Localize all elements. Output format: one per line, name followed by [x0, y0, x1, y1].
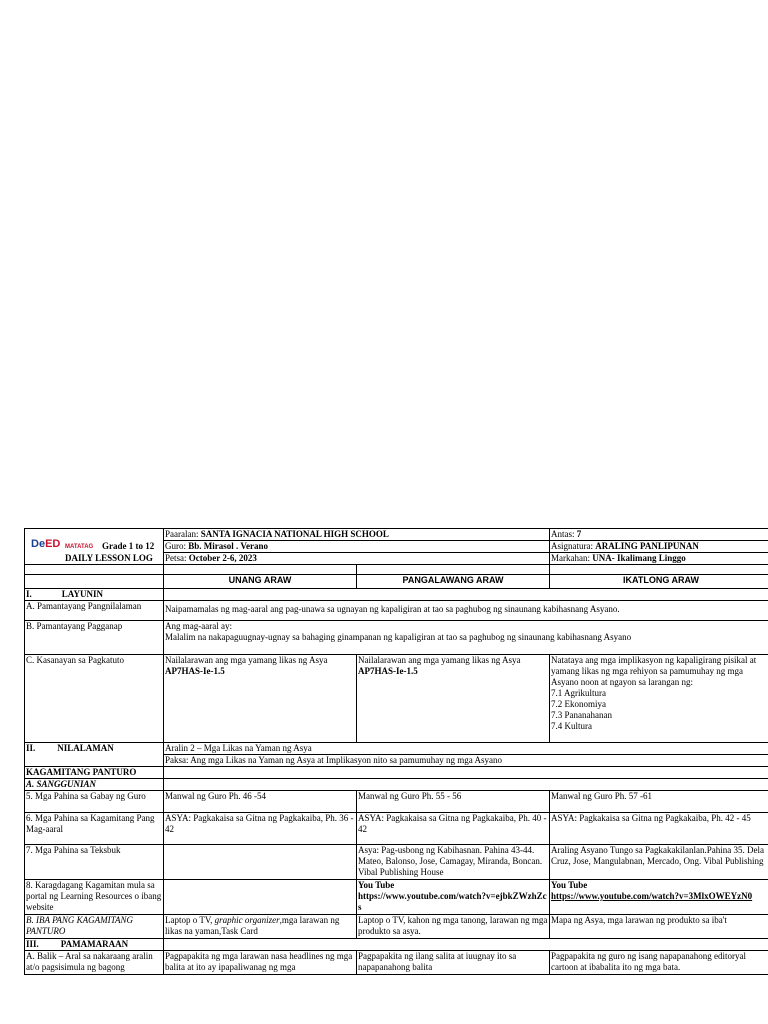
row-label-gabay: 5. Mga Pahina sa Gabay ng Guro	[25, 791, 164, 813]
section-pamamaraan: III. PAMAMARAAN	[25, 939, 164, 951]
guro-value: Bb. Mirasol . Verano	[188, 541, 269, 551]
kasanayan-day1: Nailalarawan ang mga yamang likas ng Asya AP7HAS-Ie-1.5	[164, 655, 357, 743]
row-label-pagganap: B. Pamantayang Pagganap	[25, 621, 164, 655]
kasanayan-item: 7.4 Kultura	[551, 721, 593, 731]
dll-title: DAILY LESSON LOG	[65, 553, 153, 563]
row-label-kasanayan: C. Kasanayan sa Pagkatuto	[25, 655, 164, 743]
spacer-cell	[357, 565, 550, 575]
markahan-value: UNA- Ikalimang Linggo	[592, 553, 686, 563]
row-label-pangnilalaman: A. Pamantayang Pangnilalaman	[25, 601, 164, 621]
sanggunian-empty	[164, 779, 768, 791]
gabay-day2: Manwal ng Guro Ph. 55 - 56	[357, 791, 550, 813]
pangnilalaman-content: Naipamamalas ng mag-aaral ang pag-unawa sa ugnayan ng kapaligiran at tao sa paghubog ng sinaunang kabihasnang Asyano.	[164, 601, 768, 621]
kagamitang-day2: ASYA: Pagkakaisa sa Gitna ng Pagkakaiba, Ph. 40 - 42	[357, 813, 550, 845]
kasanayan-day3: Natataya ang mga implikasyon ng kapaligirang pisikal at yamang likas ng mga rehiyon sa pamumuhay ng mga Asyano noon at ngayon sa larangan ng: 7.1 Agrikultura 7.2 Ekonomiya 7.3 Pananahanan 7.4 Kultura	[550, 655, 768, 743]
iba-day1: Laptop o TV, graphic organizer,mga larawan ng likas na yaman,Task Card	[164, 915, 357, 939]
asignatura-cell: Asignatura: ARALING PANLIPUNAN	[550, 541, 768, 553]
row-label-kagamitang: 6. Mga Pahina sa Kagamitang Pang Mag-aaral	[25, 813, 164, 845]
asignatura-value: ARALING PANLIPUNAN	[595, 541, 699, 551]
daily-lesson-log-table	[24, 528, 768, 975]
kasanayan-item: 7.1 Agrikultura	[551, 688, 607, 698]
pagganap-content: Ang mag-aaral ay: Malalim na nakapaguugnay-ugnay sa bahaging ginampanan ng kapaligiran at tao sa paghubog ng sinaunang kabihasnang Asyano	[164, 621, 768, 655]
kagamitan-empty	[164, 767, 768, 779]
petsa-value: October 2-6, 2023	[188, 553, 257, 563]
balik-day2: Pagpapakita ng ilang salita at iuugnay ito sa napapanahong balita	[357, 951, 550, 975]
kagamitang-day1: ASYA: Pagkakaisa sa Gitna ng Pagkakaiba, Ph. 36 - 42	[164, 813, 357, 845]
row-label-balik: A. Balik – Aral sa nakaraang aralin at/o pagsisimula ng bagong	[25, 951, 164, 975]
portal-day1	[164, 880, 357, 915]
section-sanggunian: A. SANGGUNIAN	[25, 779, 164, 791]
matatag-logo: MATATAG	[65, 544, 94, 550]
row-label-portal: 8. Karagdagang Kagamitan mula sa portal ng Learning Resources o ibang website	[25, 880, 164, 915]
day-header-3: IKATLONG ARAW	[550, 575, 768, 589]
spacer-cell	[164, 565, 357, 575]
paksa-title: Paksa: Ang mga Likas na Yaman ng Asya at Implikasyon nito sa pamumuhay ng mga Asyano	[164, 755, 768, 767]
header-logo-cell	[25, 529, 164, 565]
youtube-link[interactable]: https://www.youtube.com/watch?v=ejbkZWzhZcs	[358, 891, 547, 912]
balik-day3: Pagpapakita ng guro ng isang napapanahong editoryal cartoon at ibabalita ito ng mga bata.	[550, 951, 768, 975]
section-layunin: I. LAYUNIN	[25, 589, 164, 601]
petsa-cell: Petsa: October 2-6, 2023	[164, 553, 550, 565]
guro-cell: Guro: Bb. Mirasol . Verano	[164, 541, 550, 553]
iba-day3: Mapa ng Asya, mga larawan ng produkto sa iba't	[550, 915, 768, 939]
kasanayan-item: 7.3 Pananahanan	[551, 710, 612, 720]
antas-value: 7	[576, 529, 582, 539]
row-label-iba: B. IBA PANG KAGAMITANG PANTURO	[25, 915, 164, 939]
day-header-1: UNANG ARAW	[164, 575, 357, 589]
teksbuk-day2: Asya: Pag-usbong ng Kabihasnan. Pahina 43-44. Mateo, Balonso, Jose, Camagay, Miranda, Boncan. Vibal Publishing House	[357, 845, 550, 880]
portal-day3: You Tube https://www.youtube.com/watch?v=3MlxOWEYzN0	[550, 880, 768, 915]
paaralan-value: SANTA IGNACIA NATIONAL HIGH SCHOOL	[200, 529, 389, 539]
balik-day1: Pagpapakita ng mga larawan nasa headlines ng mga balita at ito ay ipapaliwanag ng mga	[164, 951, 357, 975]
antas-cell: Antas: 7	[550, 529, 768, 541]
teksbuk-day1	[164, 845, 357, 880]
kasanayan-item: 7.2 Ekonomiya	[551, 699, 607, 709]
deped-logo: DeED	[31, 538, 61, 550]
competency-code: AP7HAS-Ie-1.5	[165, 666, 225, 676]
competency-code: AP7HAS-Ie-1.5	[358, 666, 418, 676]
layunin-empty	[164, 589, 768, 601]
section-kagamitan: KAGAMITANG PANTURO	[25, 767, 164, 779]
section-nilalaman: II. NILALAMAN	[25, 743, 164, 767]
spacer-cell	[25, 565, 164, 575]
day-header-2: PANGALAWANG ARAW	[357, 575, 550, 589]
pamamaraan-empty	[164, 939, 768, 951]
kasanayan-day2: Nailalarawan ang mga yamang likas ng Asya AP7HAS-Ie-1.5	[357, 655, 550, 743]
kagamitang-day3: ASYA: Pagkakaisa sa Gitna ng Pagkakaiba, Ph. 42 - 45	[550, 813, 768, 845]
day-header-empty	[25, 575, 164, 589]
iba-day2: Laptop o TV, kahon ng mga tanong, larawan ng mga produkto sa asya.	[357, 915, 550, 939]
portal-day2: You Tube https://www.youtube.com/watch?v=ejbkZWzhZcs	[357, 880, 550, 915]
spacer-cell	[550, 565, 768, 575]
aralin-title: Aralin 2 – Mga Likas na Yaman ng Asya	[164, 743, 768, 755]
gabay-day3: Manwal ng Guro Ph. 57 -61	[550, 791, 768, 813]
gabay-day1: Manwal ng Guro Ph. 46 -54	[164, 791, 357, 813]
paaralan-cell: Paaralan: SANTA IGNACIA NATIONAL HIGH SCHOOL	[164, 529, 550, 541]
youtube-link[interactable]: https://www.youtube.com/watch?v=3MlxOWEYzN0	[551, 891, 753, 901]
teksbuk-day3: Araling Asyano Tungo sa Pagkakakilanlan.Pahina 35. Dela Cruz, Jose, Mangulabnan, Mercado, Ong. Vibal Publishing	[550, 845, 768, 880]
row-label-teksbuk: 7. Mga Pahina sa Teksbuk	[25, 845, 164, 880]
markahan-cell: Markahan: UNA- Ikalimang Linggo	[550, 553, 768, 565]
grade-label: Grade 1 to 12	[102, 541, 155, 551]
